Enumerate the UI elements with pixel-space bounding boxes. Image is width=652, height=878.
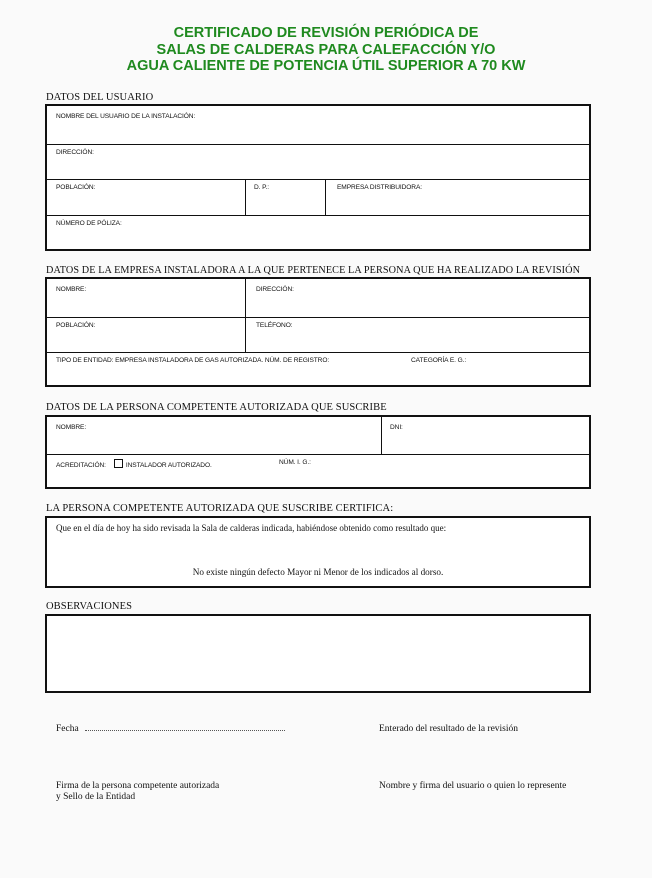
title-line-3: AGUA CALIENTE DE POTENCIA ÚTIL SUPERIOR A 70 KW <box>126 58 526 74</box>
certifica-text-2: No existe ningún defecto Mayor ni Menor de los indicados al dorso. <box>192 567 444 577</box>
fecha-field[interactable] <box>56 724 285 735</box>
usuario-poblacion-label: POBLACIÓN: <box>56 184 96 191</box>
observaciones-heading: OBSERVACIONES <box>46 601 133 612</box>
persona-instalador-label: INSTALADOR AUTORIZADO. <box>125 462 212 469</box>
instaladora-row-tipo <box>47 352 589 386</box>
usuario-empresa-label: EMPRESA DISTRIBUIDORA: <box>337 184 422 191</box>
usuario-heading: DATOS DEL USUARIO <box>46 92 154 103</box>
divider <box>245 318 246 353</box>
persona-nombre-label: NOMBRE: <box>56 424 87 431</box>
usuario-direccion-field[interactable] <box>47 144 589 180</box>
instaladora-telefono-label: TELÉFONO: <box>256 322 293 329</box>
divider <box>325 180 326 216</box>
firma-line-2: y Sello de la Entidad <box>56 792 136 802</box>
usuario-section <box>45 104 591 251</box>
usuario-poliza-label: NÚMERO DE PÓLIZA: <box>56 220 122 227</box>
instaladora-row-poblacion <box>47 317 589 353</box>
instaladora-categoria-label: CATEGORÍA E. G.: <box>411 357 467 364</box>
certifica-section <box>45 516 591 588</box>
divider <box>245 180 246 216</box>
fecha-label: Fecha <box>56 724 79 734</box>
persona-acreditacion-label: ACREDITACIÓN: <box>56 462 106 469</box>
usuario-poliza-field[interactable] <box>47 215 589 250</box>
certifica-text-1: Que en el día de hoy ha sido revisada la Sala de calderas indicada, habiéndose obtenido como resultado que: <box>56 523 447 533</box>
instaladora-direccion-label: DIRECCIÓN: <box>256 286 294 293</box>
usuario-dp-label: D. P.: <box>254 184 270 191</box>
persona-num-ig-label: NÚM. I. G.: <box>279 459 311 466</box>
firma-line-1: Firma de la persona competente autorizada <box>56 781 220 791</box>
observaciones-field[interactable] <box>45 614 591 693</box>
fecha-dotted-line <box>85 724 285 731</box>
usuario-nombre-field[interactable] <box>47 106 589 144</box>
usuario-row-poblacion <box>47 179 589 216</box>
instaladora-row-nombre <box>47 279 589 317</box>
certifica-heading: LA PERSONA COMPETENTE AUTORIZADA QUE SUSCRIBE CERTIFICA: <box>46 503 394 514</box>
enterado-label: Enterado del resultado de la revisión <box>379 724 519 734</box>
instaladora-section <box>45 277 591 387</box>
divider <box>381 417 382 454</box>
firma-autorizada-label <box>56 781 219 803</box>
divider <box>245 279 246 317</box>
title-line-1: CERTIFICADO DE REVISIÓN PERIÓDICA DE <box>173 25 479 41</box>
persona-dni-label: DNI: <box>390 424 403 431</box>
persona-acreditacion-field <box>56 459 212 469</box>
persona-section <box>45 415 591 489</box>
instaladora-poblacion-label: POBLACIÓN: <box>56 322 96 329</box>
persona-heading: DATOS DE LA PERSONA COMPETENTE AUTORIZADA QUE SUSCRIBE <box>46 402 387 413</box>
instaladora-nombre-label: NOMBRE: <box>56 286 87 293</box>
instaladora-tipo-label: TIPO DE ENTIDAD: EMPRESA INSTALADORA DE GAS AUTORIZADA. NÚM. DE REGISTRO: <box>56 357 330 364</box>
usuario-nombre-label: NOMBRE DEL USUARIO DE LA INSTALACIÓN: <box>56 113 196 120</box>
title-line-2: SALAS DE CALDERAS PARA CALEFACCIÓN Y/O <box>156 41 496 58</box>
document-title <box>0 25 652 75</box>
persona-row-nombre <box>47 417 589 454</box>
instalador-checkbox[interactable] <box>114 459 123 468</box>
firma-usuario-label: Nombre y firma del usuario o quien lo represente <box>379 781 567 791</box>
usuario-direccion-label: DIRECCIÓN: <box>56 149 94 156</box>
persona-row-acreditacion <box>47 454 589 488</box>
instaladora-heading: DATOS DE LA EMPRESA INSTALADORA A LA QUE PERTENECE LA PERSONA QUE HA REALIZADO LA REVISIÓN <box>46 265 581 276</box>
